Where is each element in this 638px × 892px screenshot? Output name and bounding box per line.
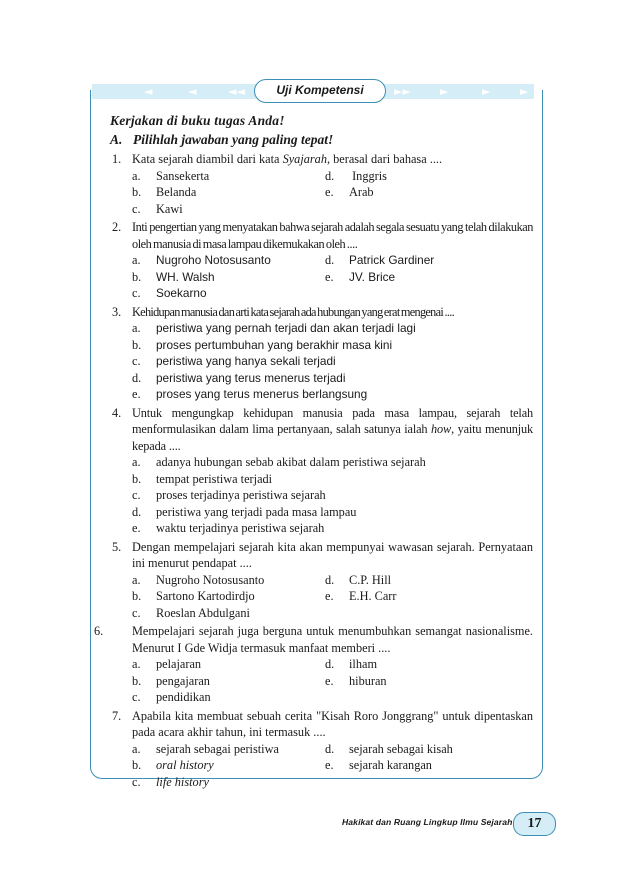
question-number: 4.	[112, 405, 122, 420]
option-c[interactable]: c. Soekarno	[132, 286, 207, 300]
question-3	[108, 304, 533, 403]
question-text: Kehidupan manusia dan arti kata sejarah ada hubungan yang erat mengenai ....	[132, 304, 454, 319]
option-a[interactable]: a. sejarah sebagai peristiwa	[132, 741, 279, 756]
double-arrow-left-icon: ◄◄	[228, 85, 245, 98]
question-number: 6.	[94, 624, 104, 638]
double-arrow-right-icon: ►►	[394, 85, 411, 98]
option-d[interactable]: d. peristiwa yang terjadi pada masa lampau	[132, 504, 357, 519]
question-2	[108, 219, 533, 302]
question-4	[108, 405, 533, 537]
question-7	[108, 708, 533, 791]
question-number: 7.	[112, 708, 122, 723]
option-e[interactable]: e. E.H. Carr	[325, 589, 397, 603]
section-letter: A.	[110, 132, 123, 147]
option-e[interactable]: e. hiburan	[325, 673, 387, 688]
question-5	[108, 539, 533, 622]
option-e[interactable]: e. proses yang terus menerus berlangsung	[132, 387, 368, 401]
option-a[interactable]: a. adanya hubungan sebab akibat dalam peristiwa sejarah	[132, 455, 426, 469]
option-e[interactable]: e. waktu terjadinya peristiwa sejarah	[132, 521, 325, 535]
option-e[interactable]: e. sejarah karangan	[325, 758, 432, 772]
exercise-content	[94, 112, 533, 790]
section-heading	[110, 130, 533, 149]
section-title-pill: Uji Kompetensi	[254, 79, 386, 103]
arrow-right-icon: ►	[440, 85, 449, 98]
question-number: 3.	[112, 304, 122, 319]
option-c[interactable]: c. life history	[132, 774, 209, 789]
page-number: 17	[513, 812, 556, 836]
question-1	[108, 151, 533, 217]
question-number: 2.	[112, 220, 122, 234]
option-d[interactable]: d. ilham	[325, 657, 378, 671]
option-c[interactable]: c. Kawi	[132, 201, 183, 216]
arrow-left-icon: ◄	[188, 85, 197, 98]
option-b[interactable]: b. WH. Walsh	[132, 269, 215, 284]
instruction: Kerjakan di buku tugas Anda!	[110, 113, 285, 128]
option-a[interactable]: a. Sansekerta	[132, 168, 210, 183]
option-d[interactable]: d. Inggris	[325, 168, 387, 183]
option-c[interactable]: c. proses terjadinya peristiwa sejarah	[132, 488, 326, 502]
option-b[interactable]: b. proses pertumbuhan yang berakhir masa kini	[132, 337, 393, 352]
option-d[interactable]: d. C.P. Hill	[325, 572, 392, 587]
option-a[interactable]: a. Nugroho Notosusanto	[132, 572, 265, 587]
option-b[interactable]: b. pengajaran	[132, 673, 210, 688]
option-c[interactable]: c. Roeslan Abdulgani	[132, 605, 250, 620]
option-d[interactable]: d. sejarah sebagai kisah	[325, 741, 453, 756]
option-c[interactable]: c. peristiwa yang hanya sekali terjadi	[132, 354, 336, 368]
option-b[interactable]: b. Sartono Kartodirdjo	[132, 589, 255, 603]
option-a[interactable]: a. peristiwa yang pernah terjadi dan akan terjadi lagi	[132, 321, 416, 335]
option-e[interactable]: e. Arab	[325, 185, 374, 199]
option-b[interactable]: b. oral history	[132, 758, 214, 772]
question-text: Apabila kita membuat sebuah cerita "Kisah Roro Jonggrang" untuk dipentaskan pada acara akhir tahun, ini termasuk ....	[132, 708, 533, 739]
question-text: Inti pengertian yang menyatakan bahwa sejarah adalah segala sesuatu yang telah dilakukan oleh manusia di masa lampau dikemukakan oleh ....	[132, 220, 533, 251]
option-d[interactable]: d. peristiwa yang terus menerus terjadi	[132, 370, 346, 385]
arrow-right-icon: ►	[520, 85, 529, 98]
option-d[interactable]: d. Patrick Gardiner	[325, 253, 435, 267]
question-number: 5.	[112, 539, 122, 554]
option-b[interactable]: b. tempat peristiwa terjadi	[132, 471, 273, 486]
option-c[interactable]: c. pendidikan	[132, 690, 211, 704]
question-text: Kata sejarah diambil dari kata Syajarah, berasal dari bahasa ....	[132, 152, 443, 166]
arrow-right-icon: ►	[482, 85, 491, 98]
option-e[interactable]: e. JV. Brice	[325, 269, 396, 284]
question-6	[94, 623, 533, 706]
arrow-left-icon: ◄	[144, 85, 153, 98]
option-a[interactable]: a. Nugroho Notosusanto	[132, 253, 271, 267]
question-text: Mempelajari sejarah juga berguna untuk menumbuhkan semangat nasionalisme. Menurut I Gde Widja termasuk manfaat memberi ....	[132, 624, 533, 655]
section-title: Pilihlah jawaban yang paling tepat!	[133, 132, 334, 147]
footer-book-title: Hakikat dan Ruang Lingkup Ilmu Sejarah	[342, 817, 513, 827]
question-text: Dengan mempelajari sejarah kita akan mempunyai wawasan sejarah. Pernyataan ini menurut pendapat ....	[132, 539, 533, 570]
question-number: 1.	[112, 152, 122, 166]
option-a[interactable]: a. pelajaran	[132, 657, 202, 671]
question-text: Untuk mengungkap kehidupan manusia pada masa lampau, sejarah telah menformulasikan dalam lima pertanyaan, salah satunya ialah how, yaitu menunjuk kepada ....	[132, 405, 533, 453]
option-b[interactable]: b. Belanda	[132, 185, 197, 199]
